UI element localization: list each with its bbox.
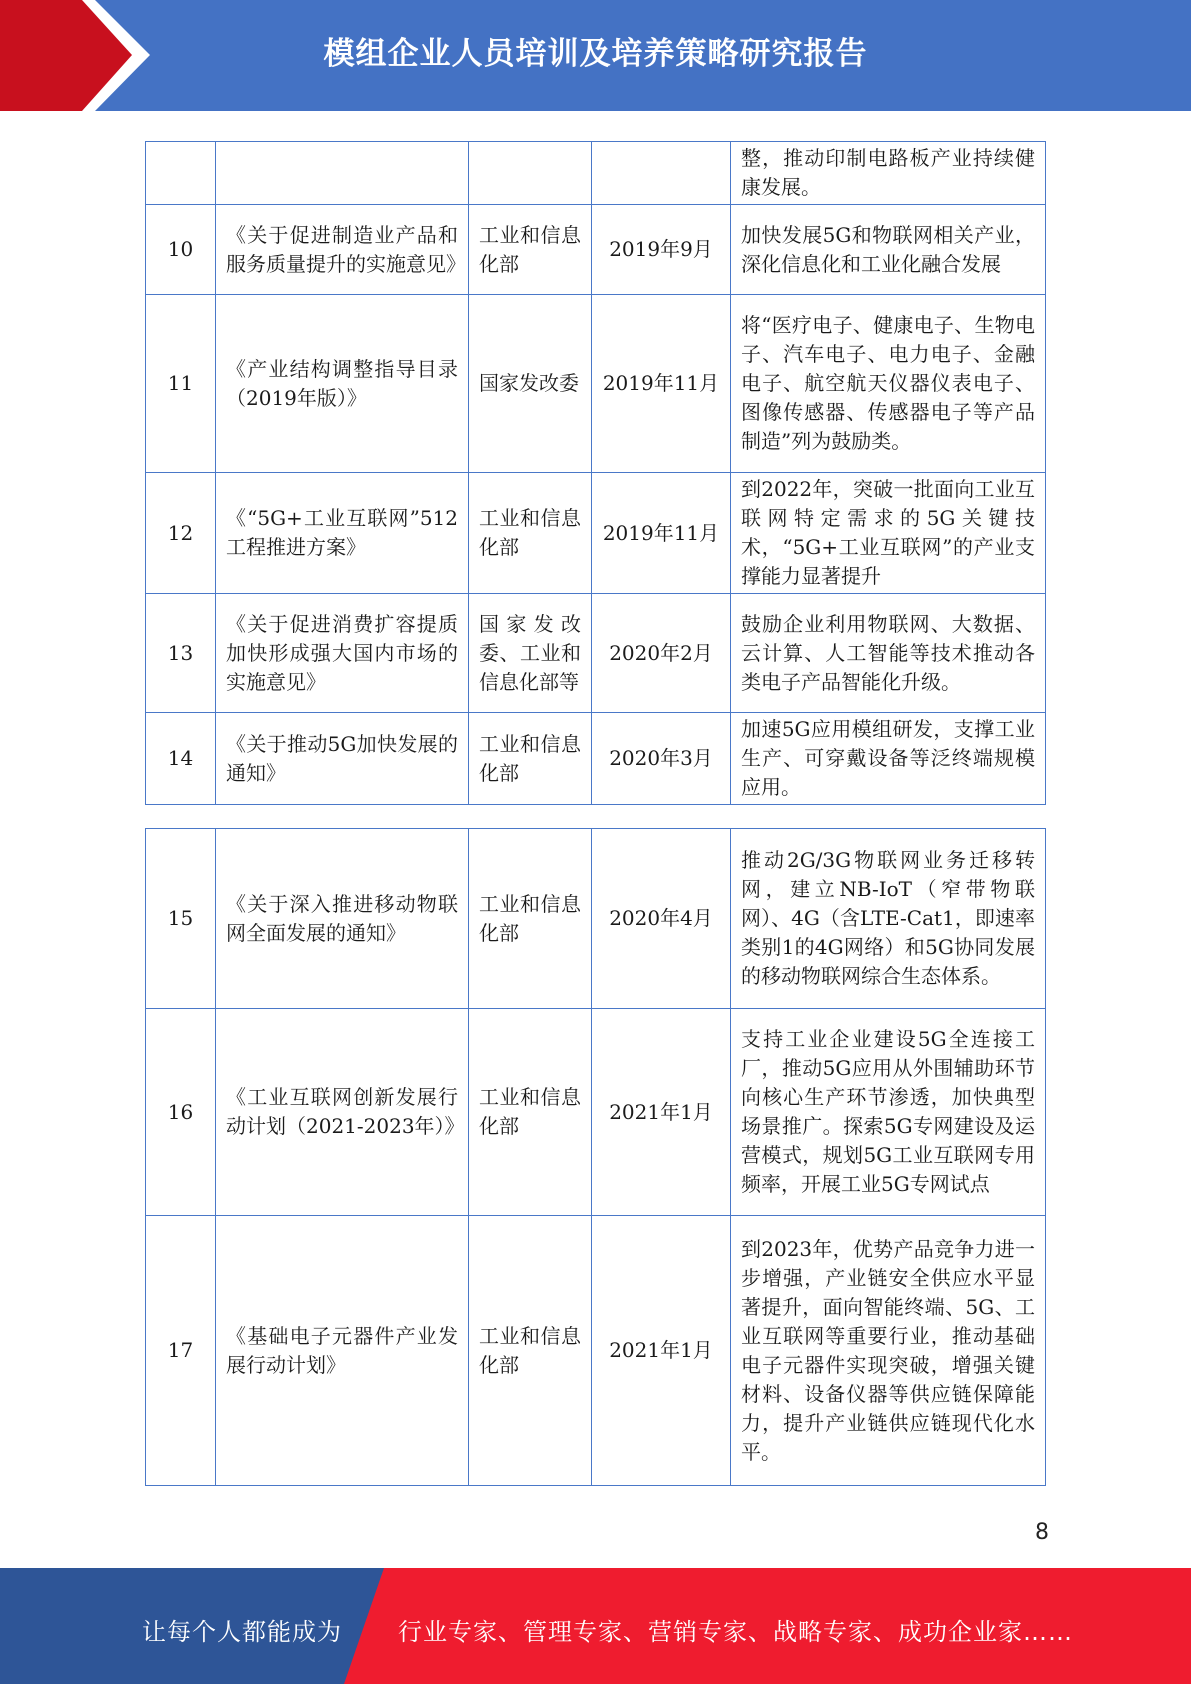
policy-description: 推动2G/3G物联网业务迁移转网，建立NB-IoT（窄带物联网）、4G（含LTE-Cat1，即速率类别1的4G网络）和5G协同发展的移动物联网综合生态体系。	[731, 829, 1046, 1009]
issuing-department: 工业和信息化部	[469, 713, 592, 805]
policy-description: 加速5G应用模组研发，支撑工业生产、可穿戴设备等泛终端规模应用。	[731, 713, 1046, 805]
policy-name	[216, 142, 469, 205]
issuing-department	[469, 142, 592, 205]
policy-description: 支持工业企业建设5G全连接工厂，推动5G应用从外围辅助环节向核心生产环节渗透，加快典型场景推广。探索5G专网建设及运营模式，规划5G工业互联网专用频率，开展工业5G专网试点	[731, 1009, 1046, 1216]
issuing-department: 国家发改委	[469, 295, 592, 473]
row-index: 13	[146, 594, 216, 713]
page-footer	[0, 1568, 1191, 1684]
row-index: 14	[146, 713, 216, 805]
row-index	[146, 142, 216, 205]
policy-description: 整，推动印制电路板产业持续健康发展。	[731, 142, 1046, 205]
issuing-department: 工业和信息化部	[469, 205, 592, 295]
table-row	[146, 205, 1046, 295]
policy-description: 到2023年，优势产品竞争力进一步增强，产业链安全供应水平显著提升，面向智能终端、5G、工业互联网等重要行业，推动基础电子元器件实现突破，增强关键材料、设备仪器等供应链保障能力，提升产业链供应链现代化水平。	[731, 1216, 1046, 1486]
issuing-department: 工业和信息化部	[469, 1216, 592, 1486]
page-number: 8	[1035, 1520, 1049, 1545]
row-index: 17	[146, 1216, 216, 1486]
row-index: 10	[146, 205, 216, 295]
policy-description: 鼓励企业利用物联网、大数据、云计算、人工智能等技术推动各类电子产品智能化升级。	[731, 594, 1046, 713]
page-header	[0, 0, 1191, 111]
table-row	[146, 142, 1046, 205]
table-row	[146, 594, 1046, 713]
policy-table-part2	[145, 828, 1046, 1486]
policy-description: 加快发展5G和物联网相关产业，深化信息化和工业化融合发展	[731, 205, 1046, 295]
issue-date: 2019年11月	[592, 473, 731, 594]
policy-name: 《“5G+工业互联网”512工程推进方案》	[216, 473, 469, 594]
policy-name: 《产业结构调整指导目录（2019年版）》	[216, 295, 469, 473]
policy-table-part1	[145, 141, 1046, 805]
table-row	[146, 473, 1046, 594]
policy-name: 《关于促进制造业产品和服务质量提升的实施意见》	[216, 205, 469, 295]
policy-name: 《工业互联网创新发展行动计划（2021-2023年）》	[216, 1009, 469, 1216]
policy-description: 到2022年，突破一批面向工业互联网特定需求的5G关键技术，“5G+工业互联网”的产业支撑能力显著提升	[731, 473, 1046, 594]
table-row	[146, 713, 1046, 805]
issue-date: 2021年1月	[592, 1216, 731, 1486]
issue-date	[592, 142, 731, 205]
policy-name: 《基础电子元器件产业发展行动计划》	[216, 1216, 469, 1486]
table-row	[146, 1216, 1046, 1486]
row-index: 15	[146, 829, 216, 1009]
table-row	[146, 295, 1046, 473]
policy-name: 《关于深入推进移动物联网全面发展的通知》	[216, 829, 469, 1009]
issue-date: 2020年2月	[592, 594, 731, 713]
policy-description: 将“医疗电子、健康电子、生物电子、汽车电子、电力电子、金融电子、航空航天仪器仪表电子、图像传感器、传感器电子等产品制造”列为鼓励类。	[731, 295, 1046, 473]
row-index: 12	[146, 473, 216, 594]
issue-date: 2019年11月	[592, 295, 731, 473]
issuing-department: 工业和信息化部	[469, 473, 592, 594]
issuing-department: 工业和信息化部	[469, 1009, 592, 1216]
report-title: 模组企业人员培训及培养策略研究报告	[323, 36, 868, 72]
issuing-department: 工业和信息化部	[469, 829, 592, 1009]
table-row	[146, 1009, 1046, 1216]
policy-name: 《关于推动5G加快发展的通知》	[216, 713, 469, 805]
issue-date: 2020年4月	[592, 829, 731, 1009]
row-index: 11	[146, 295, 216, 473]
issue-date: 2019年9月	[592, 205, 731, 295]
footer-slogan-right: 行业专家、管理专家、营销专家、战略专家、成功企业家……	[398, 1618, 1073, 1646]
footer-slogan-left: 让每个人都能成为	[142, 1618, 342, 1646]
row-index: 16	[146, 1009, 216, 1216]
issuing-department: 国家发改委、工业和信息化部等	[469, 594, 592, 713]
table-row	[146, 829, 1046, 1009]
issue-date: 2020年3月	[592, 713, 731, 805]
issue-date: 2021年1月	[592, 1009, 731, 1216]
policy-name: 《关于促进消费扩容提质加快形成强大国内市场的实施意见》	[216, 594, 469, 713]
